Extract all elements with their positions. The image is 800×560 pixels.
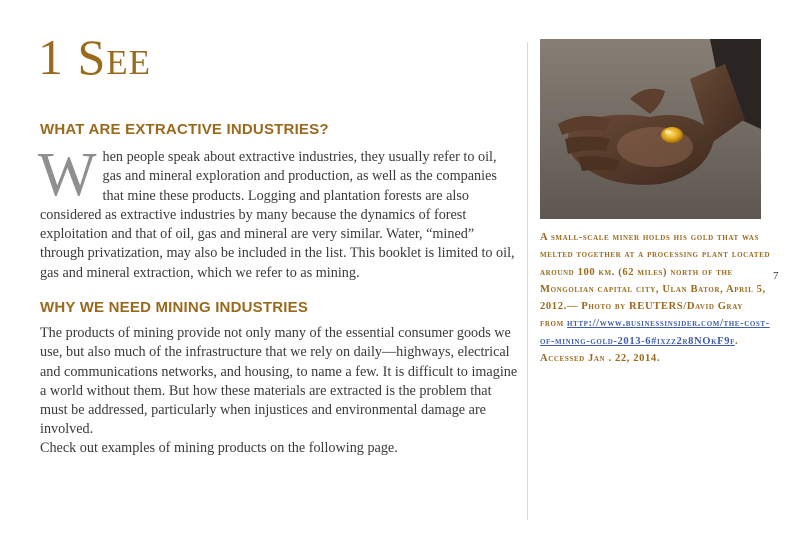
section-paragraph-mining: The products of mining provide not only many of the essential consumer goods we use, but also much of the infrastructure that we rely on daily—highways, electrical and communications networks, and housing, to name a few. It is difficult to imagine a world without them. But how these materials are extracted is the problem that must be addressed, particularly when injustices and environmental damage are involved. [40,325,518,438]
section-heading-extractive: WHAT ARE EXTRACTIVE INDUSTRIES? [40,121,329,138]
drop-cap: W [38,141,97,209]
photo-caption [540,229,772,367]
column-divider [527,42,528,520]
caption-text: A small-scale miner holds his gold that was melted together at a processing plant located around 100 km. (62 miles) north of the Mongolian capital city, Ulan Bator, April 5, 2012.— [540,232,771,313]
miner-hand-photo [540,39,761,219]
caption-from-label: from [540,318,564,330]
section-paragraph-extractive [38,141,518,283]
chapter-title: 1 See [38,29,152,85]
accessed-date: . Accessed Jan . 22, 2014. [540,335,739,365]
page-number: 7 [773,270,779,282]
source-link[interactable]: http://www.businessinsider.com/the-cost-of-mining-gold-2013-6#ixzz2r8NOkF9f [540,318,770,347]
photo-credit: Photo by REUTERS/David Gray [581,301,743,313]
paragraph-text: hen people speak about extractive industries, they usually refer to oil, gas and mineral exploration and production, as well as the companies that mine these products. Logging and plantation forests are also considered as extractive industries by many because the dynamics of forest exploitation and that of oil, gas and mineral are very similar. Water, “mined” through privatization, may also be included in the list. This booklet is limited to oil, gas and mineral extraction, which we refer to as mining. [40,149,515,281]
followup-paragraph: Check out examples of mining products on the following page. [40,440,398,456]
section-heading-mining: WHY WE NEED MINING INDUSTRIES [40,299,309,316]
